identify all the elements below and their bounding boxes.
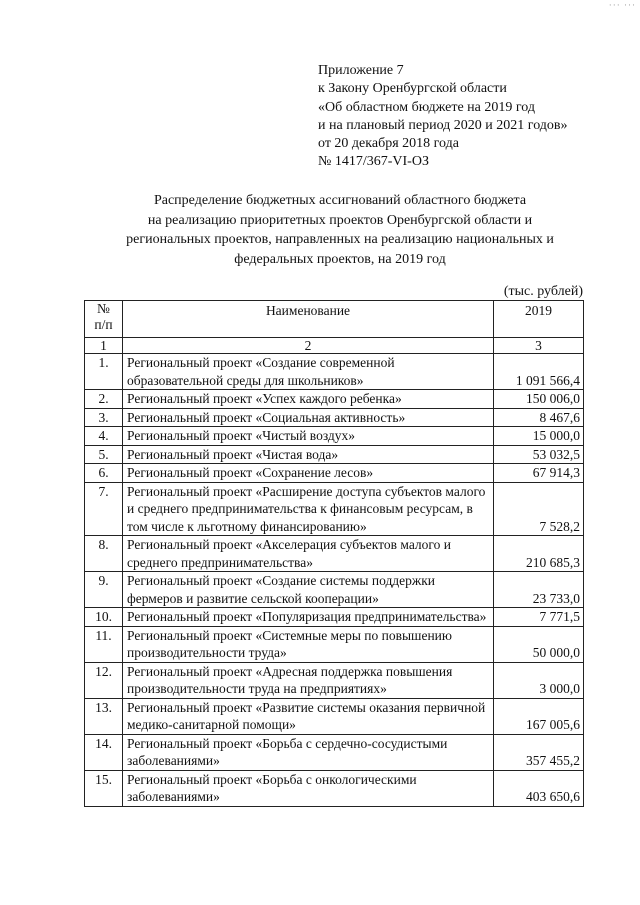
table-row	[85, 390, 584, 409]
header-number-abbr: п/п	[94, 317, 113, 332]
row-number: 9.	[85, 572, 123, 608]
amount-2019: 357 455,2	[494, 734, 584, 770]
header-number	[85, 301, 123, 338]
appendix-line: № 1417/367-VI-ОЗ	[318, 154, 429, 170]
column-number: 3	[494, 338, 584, 354]
row-number: 5.	[85, 445, 123, 464]
row-number: 2.	[85, 390, 123, 409]
project-name: Региональный проект «Борьба с онкологическими заболеваниями»	[123, 770, 494, 806]
amount-2019: 7 771,5	[494, 608, 584, 627]
column-number-row	[85, 338, 584, 354]
table-row	[85, 572, 584, 608]
project-name: Региональный проект «Развитие системы оказания первичной медико-санитарной помощи»	[123, 698, 494, 734]
row-number: 11.	[85, 626, 123, 662]
table-row	[85, 734, 584, 770]
units-label: (тыс. рублей)	[503, 284, 583, 299]
appendix-line: от 20 декабря 2018 года	[318, 136, 459, 152]
table-row	[85, 536, 584, 572]
table-row	[85, 608, 584, 627]
budget-table	[84, 300, 584, 807]
amount-2019: 67 914,3	[494, 464, 584, 483]
table-row	[85, 464, 584, 483]
row-number: 3.	[85, 408, 123, 427]
amount-2019: 8 467,6	[494, 408, 584, 427]
row-number: 7.	[85, 482, 123, 536]
amount-2019: 210 685,3	[494, 536, 584, 572]
row-number: 12.	[85, 662, 123, 698]
project-name: Региональный проект «Сохранение лесов»	[123, 464, 494, 483]
project-name: Региональный проект «Социальная активность»	[123, 408, 494, 427]
row-number: 6.	[85, 464, 123, 483]
appendix-block	[318, 62, 568, 172]
column-number: 2	[123, 338, 494, 354]
row-number: 10.	[85, 608, 123, 627]
amount-2019: 53 032,5	[494, 445, 584, 464]
table-row	[85, 408, 584, 427]
table-row	[85, 445, 584, 464]
project-name: Региональный проект «Адресная поддержка повышения производительности труда на предприятиях»	[123, 662, 494, 698]
row-number: 1.	[85, 354, 123, 390]
amount-2019: 1 091 566,4	[494, 354, 584, 390]
table-row	[85, 770, 584, 806]
appendix-line: к Закону Оренбургской области	[318, 81, 507, 97]
amount-2019: 167 005,6	[494, 698, 584, 734]
table-row	[85, 626, 584, 662]
project-name: Региональный проект «Успех каждого ребенка»	[123, 390, 494, 409]
table-row	[85, 662, 584, 698]
amount-2019: 23 733,0	[494, 572, 584, 608]
table-row	[85, 427, 584, 446]
appendix-line: и на плановый период 2020 и 2021 годов»	[318, 117, 568, 133]
appendix-line: Приложение 7	[318, 63, 404, 78]
amount-2019: 15 000,0	[494, 427, 584, 446]
amount-2019: 50 000,0	[494, 626, 584, 662]
project-name: Региональный проект «Создание системы поддержки фермеров и развитие сельской кооперации»	[123, 572, 494, 608]
project-name: Региональный проект «Создание современной образовательной среды для школьников»	[123, 354, 494, 390]
title-line: на реализацию приоритетных проектов Оренбургской области и	[147, 212, 533, 228]
amount-2019: 403 650,6	[494, 770, 584, 806]
row-number: 15.	[85, 770, 123, 806]
project-name: Региональный проект «Расширение доступа субъектов малого и среднего предпринимательства к финансовым ресурсам, в том числе к льготному финансированию»	[123, 482, 494, 536]
row-number: 4.	[85, 427, 123, 446]
corner-mark: ··· ···	[608, 0, 636, 10]
project-name: Региональный проект «Акселерация субъектов малого и среднего предпринимательства»	[123, 536, 494, 572]
project-name: Региональный проект «Борьба с сердечно-сосудистыми заболеваниями»	[123, 734, 494, 770]
title-line: региональных проектов, направленных на реализацию национальных и	[126, 232, 554, 247]
amount-2019: 7 528,2	[494, 482, 584, 536]
row-number: 8.	[85, 536, 123, 572]
document-title	[90, 191, 590, 269]
amount-2019: 150 006,0	[494, 390, 584, 409]
table-row	[85, 698, 584, 734]
title-line: федеральных проектов, на 2019 год	[234, 251, 446, 267]
column-number: 1	[85, 338, 123, 354]
appendix-line: «Об областном бюджете на 2019 год	[318, 99, 535, 115]
row-number: 14.	[85, 734, 123, 770]
title-line: Распределение бюджетных ассигнований областного бюджета	[153, 193, 527, 208]
table-row	[85, 354, 584, 390]
project-name: Региональный проект «Чистый воздух»	[123, 427, 494, 446]
project-name: Региональный проект «Популяризация предпринимательства»	[123, 608, 494, 627]
row-number: 13.	[85, 698, 123, 734]
project-name: Региональный проект «Системные меры по повышению производительности труда»	[123, 626, 494, 662]
table-row	[85, 482, 584, 536]
project-name: Региональный проект «Чистая вода»	[123, 445, 494, 464]
header-year: 2019	[494, 301, 584, 338]
amount-2019: 3 000,0	[494, 662, 584, 698]
header-number-symbol: №	[97, 301, 110, 316]
header-name: Наименование	[123, 301, 494, 338]
